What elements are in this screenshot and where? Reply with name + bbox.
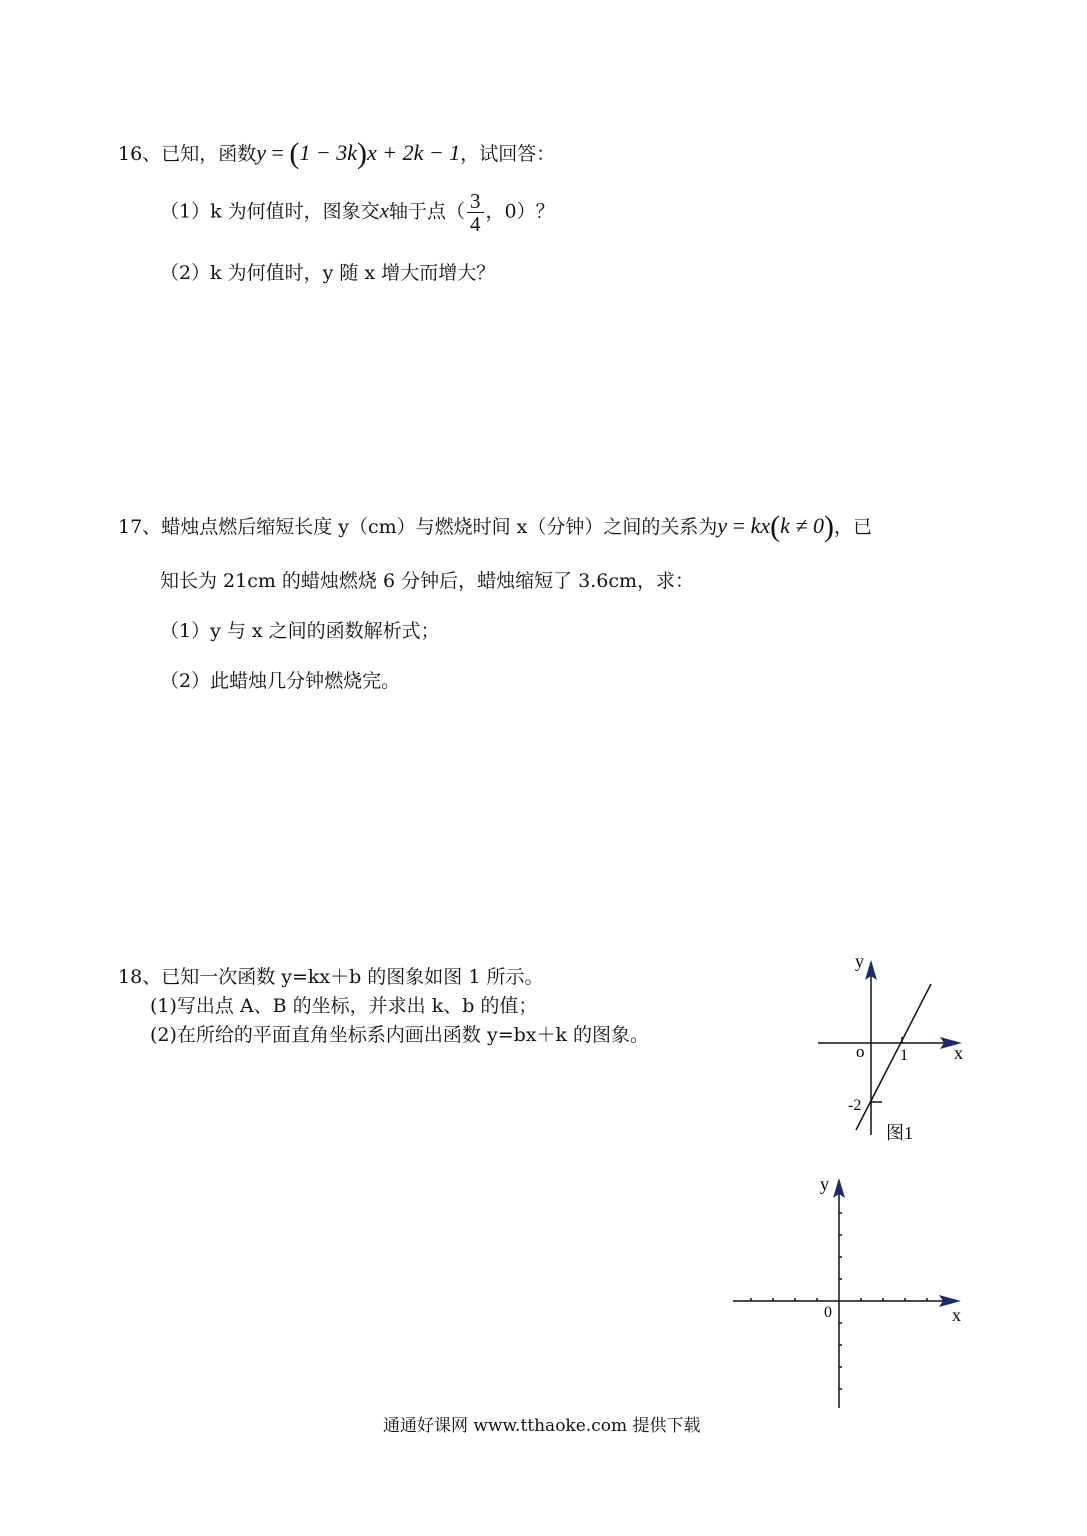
- q18-part2: (2)在所给的平面直角坐标系内画出函数 y=bx＋k 的图象。: [150, 1024, 650, 1046]
- q18-stem: 18、已知一次函数 y=kx＋b 的图象如图 1 所示。: [118, 966, 544, 988]
- figure2-axes: [725, 1170, 975, 1410]
- q16-part1: （1）k 为何值时，图象交x轴于点（ $\frac{3}{4}$ ，0）？: [160, 189, 555, 237]
- figure1-y-intercept-label: -2: [848, 1097, 862, 1114]
- figure1-graph: [800, 940, 980, 1150]
- q16-intro: 已知，函数: [161, 143, 257, 165]
- figure1-x-label: x: [954, 1043, 963, 1063]
- q17-part1: （1）y 与 x 之间的函数解析式；: [160, 620, 440, 642]
- q16-stem: [118, 139, 555, 169]
- q17-line2: 知长为 21cm 的蜡烛燃烧 6 分钟后，蜡烛缩短了 3.6cm，求：: [160, 570, 694, 592]
- figure2-origin-label: 0: [824, 1304, 832, 1321]
- page-footer: 通通好课网 www.tthaoke.com 提供下载: [383, 1416, 701, 1436]
- q18-part1: (1)写出点 A、B 的坐标，并求出 k、b 的值；: [150, 995, 538, 1017]
- figure1-y-label: y: [855, 951, 864, 971]
- q17-formula: y = kx(k ≠ 0): [717, 510, 834, 543]
- q17-stem: 17、蜡烛点燃后缩短长度 y（cm）与燃烧时间 x（分钟）之间的关系为y = kx(k ≠ 0)，已: [118, 510, 872, 543]
- q16-number: 16、: [118, 143, 162, 165]
- fraction-three-quarters: $\frac{3}{4}$: [467, 190, 484, 235]
- q16-intro-end: ，试回答：: [460, 143, 556, 165]
- figure1-function-line: [856, 984, 931, 1130]
- q16-formula: y = (1 − 3k)x + 2k − 1: [256, 137, 461, 170]
- figure2-y-label: y: [820, 1174, 829, 1194]
- figure1-caption: 图1: [886, 1123, 913, 1143]
- figure1-x-intercept-label: 1: [900, 1047, 908, 1064]
- q16-part2: （2）k 为何值时，y 随 x 增大而增大？: [160, 262, 496, 284]
- q17-part2: （2）此蜡烛几分钟燃烧完。: [160, 670, 401, 692]
- figure1-origin-label: o: [856, 1042, 865, 1061]
- figure2-x-label: x: [952, 1305, 961, 1325]
